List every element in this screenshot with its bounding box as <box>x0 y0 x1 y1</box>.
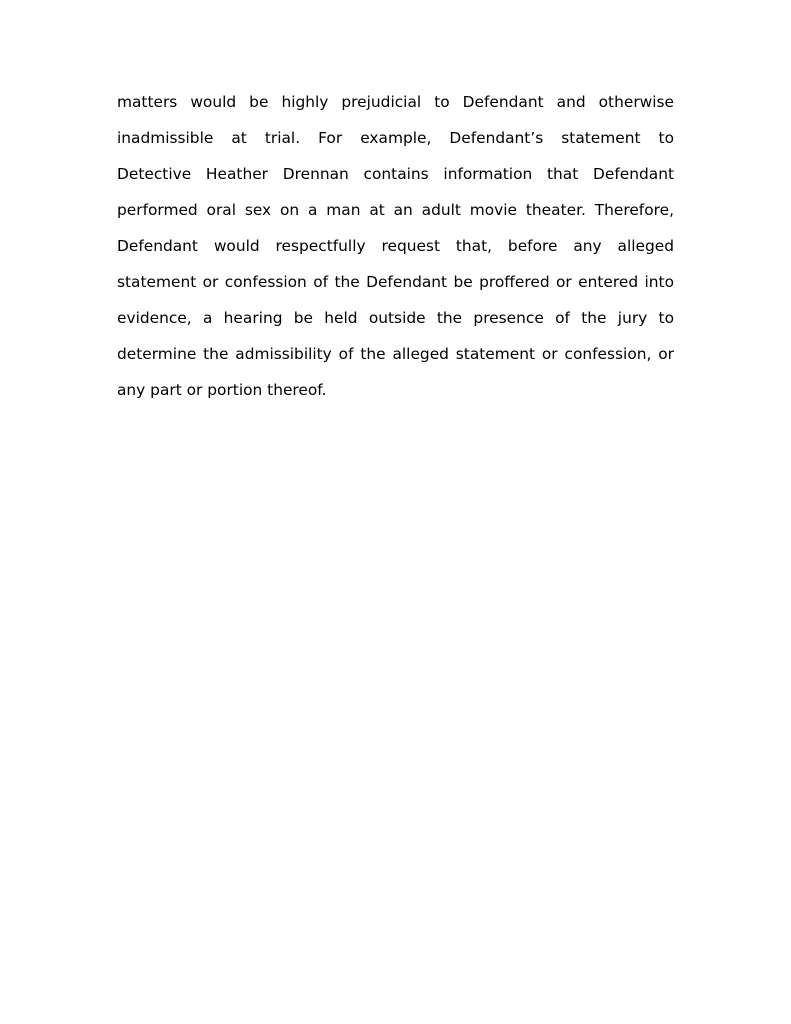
paragraph-line-8: determine the admissibility of the alleged statement or confession, or <box>117 345 674 363</box>
paragraph-line-4: performed oral sex on a man at an adult movie theater. Therefore, <box>117 201 674 219</box>
paragraph-line-2: inadmissible at trial. For example, Defendant’s statement to <box>117 129 674 147</box>
paragraph-line-7: evidence, a hearing be held outside the presence of the jury to <box>117 309 674 327</box>
paragraph-line-9: any part or portion thereof. <box>117 381 327 399</box>
paragraph-line-6: statement or confession of the Defendant be proffered or entered into <box>117 273 674 291</box>
body-paragraph <box>117 84 674 408</box>
paragraph-line-1: matters would be highly prejudicial to Defendant and otherwise <box>117 93 674 111</box>
paragraph-line-5: Defendant would respectfully request that, before any alleged <box>117 237 674 255</box>
paragraph-line-3: Detective Heather Drennan contains information that Defendant <box>117 165 674 183</box>
